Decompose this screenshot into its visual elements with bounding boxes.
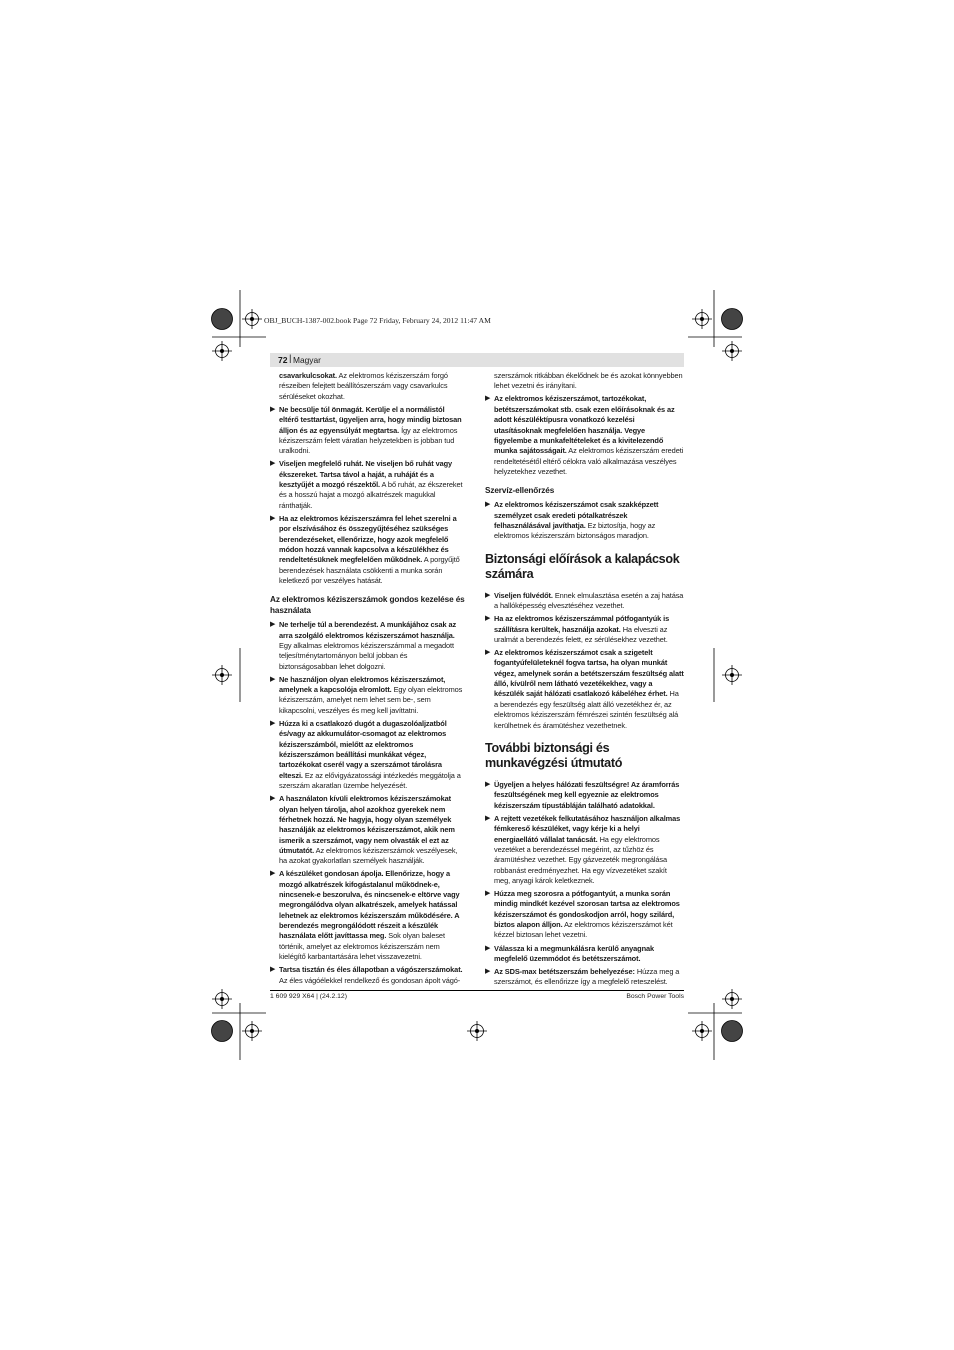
list-item: ▶ A használaton kívüli elektromos kéziszerszámokat olyan helyen tárolja, ahol azokhoz gyerekek nem férhetnek hozzá. Ne hagyja, hogy olyan személyek használják az elektromos kéziszerszámot, akik nem ismerik a szerszámot, vagy nem olvasták el ezt az útmutatót. Az elektromos kéziszerszámok veszélyesek, ha azokat gyakorlatlan személyek használják. [270,794,458,866]
bullet-arrow-icon: ▶ [485,649,491,657]
bullet-arrow-icon: ▶ [485,890,491,898]
footer-brand: Bosch Power Tools [626,993,684,1000]
list-item: ▶ Ha az elektromos kéziszerszámra fel lehet szerelni a por elszívásához és összegyűjtéséhez szükséges berendezéseket, ellenőrizze, hogy azok megfelelő módon hozzá vannak kapcsolva a készülékhez és rendeltetésüknek megfelelően működnek. A porgyűjtő berendezések használata csökkenti a munka során keletkező por veszélyes hatását. [270,513,460,585]
list-item: ▶ Válassza ki a megmunkálásra kerülő anyagnak megfelelő üzemmódot és betétszerszámot. [485,943,655,963]
chapter-heading: További biztonsági és munkavégzési útmutató [485,740,623,771]
section-heading: Az elektromos kéziszerszámok gondos kezelése és használata [270,595,465,616]
list-item: ▶ Az elektromos kéziszerszámot, tartozékokat, betétszerszámokat stb. csak ezen előírásoknak és az adott készüléktípusra vonatkozó kezelési utasításoknak megfelelően használja. Vegye figyelembe a munkafeltételeket és a kivitelezendő munka sajátosságait. Az elektromos kéziszerszám eredeti rendeltetésétől eltérő célokra való alkalmazása veszélyes helyzetekhez vezethet. [485,394,684,476]
color-dial-bottom-right [722,1021,743,1042]
page-number: 72 [278,355,288,365]
chapter-heading: Biztonsági előírások a kalapácsok számára [485,551,680,582]
header-language: Magyar [293,355,321,365]
list-item: ▶ Viseljen megfelelő ruhát. Ne viseljen bő ruhát vagy ékszereket. Tartsa távol a haját, a ruháját és a kesztyűjét a mozgó részektől. A bő ruhát, az ékszereket és a hosszú hajat a mozgó alkatrészek magukkal ránthatják. [270,459,463,510]
bullet-arrow-icon: ▶ [485,781,491,789]
bullet-arrow-icon: ▶ [270,719,276,727]
bullet-arrow-icon: ▶ [270,405,276,413]
bullet-arrow-icon: ▶ [270,675,276,683]
list-item: ▶ Az SDS-max betétszerszám behelyezése: Húzza meg a szerszámot, és ellenőrizze így a megfelelő reteszelést. [485,967,680,987]
list-item: ▶ Az elektromos kéziszerszámot csak szakképzett személyzet csak eredeti pótalkatrészek felhasználásával javíthatja. Ez biztosítja, hogy az elektromos kéziszerszám biztonságos maradjon. [485,500,659,541]
color-dial-top-right [722,309,743,330]
section-heading: Szervíz-ellenőrzés [485,486,555,496]
header-bar [270,353,684,367]
list-item: ▶ Húzza ki a csatlakozó dugót a dugaszolóaljzatból és/vagy az akkumulátor-csomagot az elektromos kéziszerszámból, mielőtt az elektromos kéziszerszámon beállítási munkákat végez, tartozékokat cserél vagy a szerszámot tárolásra elteszi. Ez az elővigyázatossági intézkedés meggátolja a szerszám akaratlan üzembe helyezését. [270,718,461,791]
right-column [485,371,684,991]
footer-doc-id: 1 609 929 X64 | (24.2.12) [270,993,347,1000]
list-item: ▶ Ügyeljen a helyes hálózati feszültségre! Az áramforrás feszültségének meg kell egyeznie az elektromos kéziszerszám típustábláján található adatokkal. [485,780,680,810]
bullet-arrow-icon: ▶ [485,615,491,623]
bullet-arrow-icon: ▶ [485,814,491,822]
list-item: ▶ Húzza meg szorosra a pótfogantyút, a munka során mindig mindkét kezével szorosan tartsa az elektromos kéziszerszámot és gondoskodjon arról, hogy szilárd, biztos alapon álljon. Az elektromos kéziszerszámot két kézzel biztosan lehet vezetni. [485,889,680,940]
print-slug: OBJ_BUCH-1387-002.book Page 72 Friday, February 24, 2012 11:47 AM [264,316,491,325]
bullet-arrow-icon: ▶ [270,460,276,468]
bullet-arrow-icon: ▶ [270,966,276,974]
list-item: ▶ Tartsa tisztán és éles állapotban a vágószerszámokat. Az éles vágóélekkel rendelkező és gondosan ápolt vágó- [270,965,463,985]
bullet-arrow-icon: ▶ [485,944,491,952]
left-column [270,371,466,989]
bullet-arrow-icon: ▶ [270,795,276,803]
bullet-arrow-icon: ▶ [270,621,276,629]
list-item: ▶ Az elektromos kéziszerszámot csak a szigetelt fogantyúfelületeknél fogva tartsa, ha olyan munkát végez, amelynek során a betétszerszám feszültség alatt álló, kívülről nem látható vezetékekhez, vagy a készülék saját hálózati csatlakozó kábeléhez érhet. Ha a berendezés egy feszültség alatt álló vezetékhez ér, az elektromos kéziszerszám fémrészei szintén feszültség alá kerülhetnek és áramütéshez vezethetnek. [485,648,684,730]
list-item: ▶ Ne terhelje túl a berendezést. A munkájához csak az arra szolgáló elektromos kéziszerszámot használja. Egy alkalmas elektromos kéziszerszámmal a megadott teljesítménytartományon belül jobban és biztonságosabban lehet dolgozni. [270,620,457,671]
color-dial-bottom-left [212,1021,233,1042]
bullet-arrow-icon: ▶ [485,501,491,509]
bullet-arrow-icon: ▶ [270,870,276,878]
header-separator: | [289,353,292,364]
list-item: ▶ Ne becsülje túl önmagát. Kerülje el a normálistól eltérő testtartást, ügyeljen arra, hogy mindig biztosan álljon és az egyensúlyát megtartsa. Így az elektromos kéziszerszám felett váratlan helyzetekben is jobban tud uralkodni. [270,404,462,456]
paragraph: csavarkulcsokat. Az elektromos kéziszerszám forgó részeiben felejtett beállítószerszám vagy csavarkulcs sérüléseket okozhat. [279,371,448,401]
bullet-arrow-icon: ▶ [485,395,491,403]
color-dial-top-left [212,309,233,330]
list-item: ▶ Viseljen fülvédőt. Ennek elmulasztása esetén a zaj hatása a hallóképesség elvesztéséhez vezethet. [485,590,684,611]
footer-rule [270,990,684,991]
bullet-arrow-icon: ▶ [485,968,491,976]
paragraph: szerszámok ritkábban ékelődnek be és azokat könnyebben lehet vezetni és irányítani. [494,371,683,391]
list-item: ▶ A készüléket gondosan ápolja. Ellenőrizze, hogy a mozgó alkatrészek kifogástalanul működnek-e, nincsenek-e beszorulva, és nincsenek-e eltörve vagy megrongálódva olyan alkatrészek, amelyek hatással lehetnek az elektromos kéziszerszám működésére. A berendezés megrongálódott részeit a készülék használata előtt javíttassa meg. Sok olyan baleset történik, amelyet az elektromos kéziszerszám nem kielégítő karbantartására lehet visszavezetni. [270,869,460,962]
list-item: ▶ Ha az elektromos kéziszerszámmal pótfogantyúk is szállításra kerültek, használja azokat. Ha elveszti az uralmát a berendezés felett, ez sérülésekhez vezethet. [485,614,670,644]
list-item: ▶ A rejtett vezetékek felkutatásához használjon alkalmas fémkereső készüléket, vagy kérje ki a helyi energiaellátó vállalat tanácsát. Ha egy elektromos vezetéket a berendezéssel megérint, az tűzhöz és áramütéshez vezethet. Egy gázvezeték megrongálása robbanást eredményezhet. Ha egy vízvezetéket szakít meg, anyagi károk keletkeznek. [485,813,681,885]
bullet-arrow-icon: ▶ [270,514,276,522]
bullet-arrow-icon: ▶ [485,591,491,599]
list-item: ▶ Ne használjon olyan elektromos kéziszerszámot, amelynek a kapcsolója elromlott. Egy olyan elektromos kéziszerszám, amelyet nem lehet sem be-, sem kikapcsolni, veszélyes és meg kell javíttatni. [270,674,463,715]
